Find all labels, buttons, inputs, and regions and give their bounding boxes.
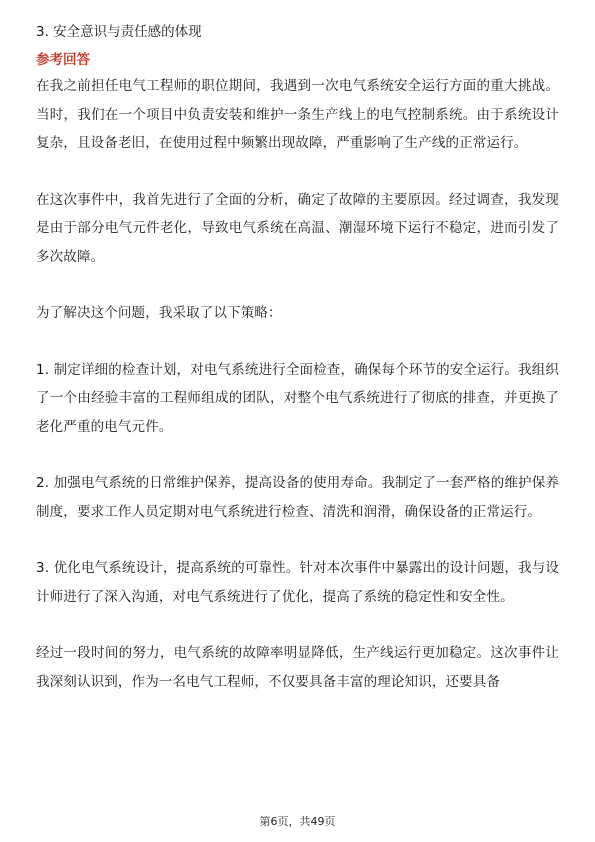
page-content	[36, 22, 559, 696]
paragraph-strategy-lead: 为了解决这个问题，我采取了以下策略：	[36, 305, 282, 321]
page-number: 第6页，共49页	[259, 815, 336, 828]
paragraph-analysis: 在这次事件中，我首先进行了全面的分析，确定了故障的主要原因。经过调查，我发现是由于部分电气元件老化，导致电气系统在高温、潮湿环境下运行不稳定，进而引发了多次故障。	[36, 191, 559, 265]
paragraph-strategy-3: 3. 优化电气系统设计，提高系统的可靠性。针对本次事件中暴露出的设计问题，我与设计师进行了深入沟通，对电气系统进行了优化，提高了系统的稳定性和安全性。	[36, 560, 559, 605]
paragraph-intro: 在我之前担任电气工程师的职位期间，我遇到一次电气系统安全运行方面的重大挑战。当时，我们在一个项目中负责安装和维护一条生产线上的电气控制系统。由于系统设计复杂，且设备老旧，在使用过程中频繁出现故障，严重影响了生产线的正常运行。	[36, 78, 559, 151]
paragraph-strategy-2: 2. 加强电气系统的日常维护保养，提高设备的使用寿命。我制定了一套严格的维护保养制度，要求工作人员定期对电气系统进行检查、清洗和润滑，确保设备的正常运行。	[36, 475, 559, 520]
paragraph-conclusion: 经过一段时间的努力，电气系统的故障率明显降低，生产线运行更加稳定。这次事件让我深刻认识到，作为一名电气工程师，不仅要具备丰富的理论知识，还要具备	[36, 645, 559, 690]
answer-label: 参考回答	[36, 52, 90, 68]
section-title: 3. 安全意识与责任感的体现	[36, 24, 202, 40]
answer-body	[36, 72, 559, 696]
paragraph-strategy-1: 1. 制定详细的检查计划，对电气系统进行全面检查，确保每个环节的安全运行。我组织了一个由经验丰富的工程师组成的团队，对整个电气系统进行了彻底的排查，并更换了老化严重的电气元件。	[36, 361, 559, 435]
